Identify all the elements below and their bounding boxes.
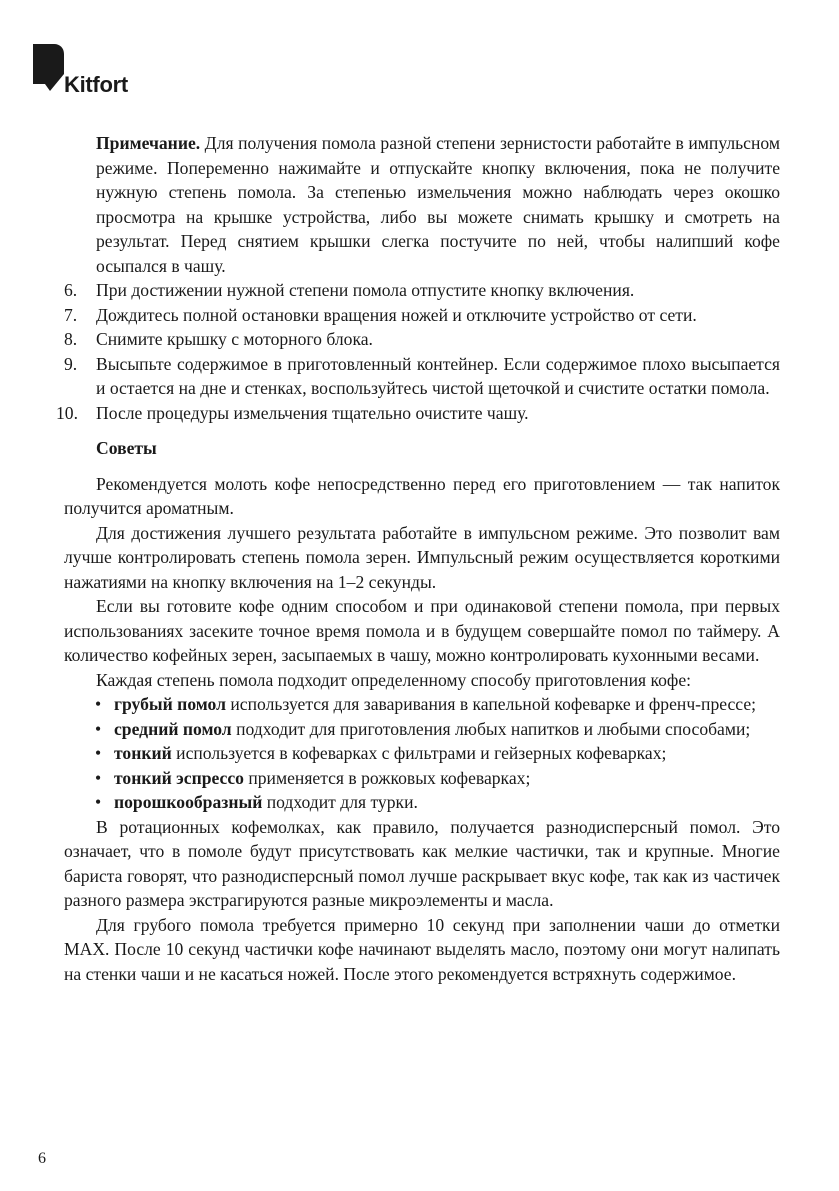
brand-name: Kitfort (64, 72, 128, 97)
grind-desc: используется для заваривания в капельной кофеварке и френч-прессе; (225, 694, 757, 714)
tips-paragraph: Для грубого помола требуется примерно 10 секунд при заполнении чаши до отметки MAX. После 10 секунд частички кофе начинают выделять масло, поэтому они могут налипать на стенки чаши и не касаться ножей. После этого рекомендуется встряхнуть содержимое. (64, 914, 780, 984)
bullet-icon: • (95, 718, 102, 739)
list-item (64, 766, 780, 791)
step-number: 10. (56, 402, 78, 423)
kitfort-logo-icon (33, 44, 65, 92)
step-number: 6. (64, 280, 78, 300)
list-item (64, 303, 780, 328)
step-text: При достижении нужной степени помола отпустите кнопку включения. (96, 280, 635, 300)
step-text: Снимите крышку с моторного блока. (96, 329, 373, 349)
grind-term: порошкообразный (114, 792, 263, 812)
note-text: Для получения помола разной степени зернистости работайте в импульсном режиме. Попеременно нажимайте и отпускайте кнопку включения, пока не получите нужную степень помола. За степенью измельчения можно наблюдать через окошко просмотра на крышке устройства, либо вы можете снимать крышку и смотреть на результат. Перед снятием крышки слегка постучите по ней, чтобы налипший кофе осыпался в чашу. (96, 133, 780, 276)
page-content (56, 131, 780, 986)
tips-paragraph: Рекомендуется молоть кофе непосредственно перед его приготовлением — так напиток получится ароматным. (64, 473, 780, 518)
list-item (64, 692, 780, 717)
bullet-icon: • (95, 694, 102, 714)
steps-list (56, 278, 780, 425)
list-item (56, 401, 780, 426)
bullet-icon: • (95, 743, 102, 763)
grind-desc: используется в кофеварках с фильтрами и гейзерных кофеварках; (171, 743, 667, 763)
tips-paragraph: В ротационных кофемолках, как правило, получается разнодисперсный помол. Это означает, что в помоле будут присутствовать как мелкие частички, так и крупные. Многие бариста говорят, что разнодисперсный помол лучше раскрывает вкус кофе, так как из частичек разного размера экстрагируются разные микроэлементы и масла. (64, 816, 780, 910)
tips-paragraph: Каждая степень помола подходит определенному способу приготовления кофе: (96, 669, 692, 690)
list-item (64, 278, 780, 303)
note-lead: Примечание. (96, 133, 201, 153)
tips-paragraph: Если вы готовите кофе одним способом и при одинаковой степени помола, при первых использованиях засеките точное время помола и в будущем совершайте помол по таймеру. А количество кофейных зерен, засыпаемых в чашу, можно контролировать кухонными весами. (64, 596, 780, 665)
tips-paragraph: Для достижения лучшего результата работайте в импульсном режиме. Это позволит вам лучше контролировать степень помола зерен. Импульсный режим осуществляется короткими нажатиями на кнопку включения на 1–2 секунды. (64, 522, 780, 592)
grind-desc: применяется в рожковых кофеварках; (243, 767, 531, 788)
grind-term: тонкий (114, 743, 172, 763)
note-paragraph (64, 131, 780, 278)
list-item (64, 327, 780, 352)
list-item (64, 790, 780, 815)
step-text: Высыпьте содержимое в приготовленный контейнер. Если содержимое плохо высыпается и остается на дне и стенках, воспользуйтесь чистой щеточкой и счистите остатки помола. (96, 353, 780, 398)
list-item (64, 352, 780, 401)
list-item (64, 741, 780, 766)
step-text: Дождитесь полной остановки вращения ножей и отключите устройство от сети. (96, 304, 697, 325)
step-text: После процедуры измельчения тщательно очистите чашу. (96, 402, 529, 423)
step-number: 8. (64, 329, 78, 349)
grind-desc: подходит для приготовления любых напитков и любыми способами; (231, 718, 751, 739)
tips-heading: Советы (96, 438, 157, 458)
grind-term: тонкий эспрессо (114, 767, 244, 788)
grind-term: грубый помол (114, 694, 226, 714)
grind-term: средний помол (114, 718, 232, 739)
list-item (64, 717, 780, 742)
page-number: 6 (38, 1150, 46, 1167)
step-number: 7. (64, 304, 78, 325)
step-number: 9. (64, 353, 78, 374)
bullet-icon: • (95, 767, 102, 788)
brand-logo (33, 44, 143, 100)
grind-list (64, 692, 780, 815)
bullet-icon: • (95, 792, 102, 812)
grind-desc: подходит для турки. (262, 792, 418, 812)
